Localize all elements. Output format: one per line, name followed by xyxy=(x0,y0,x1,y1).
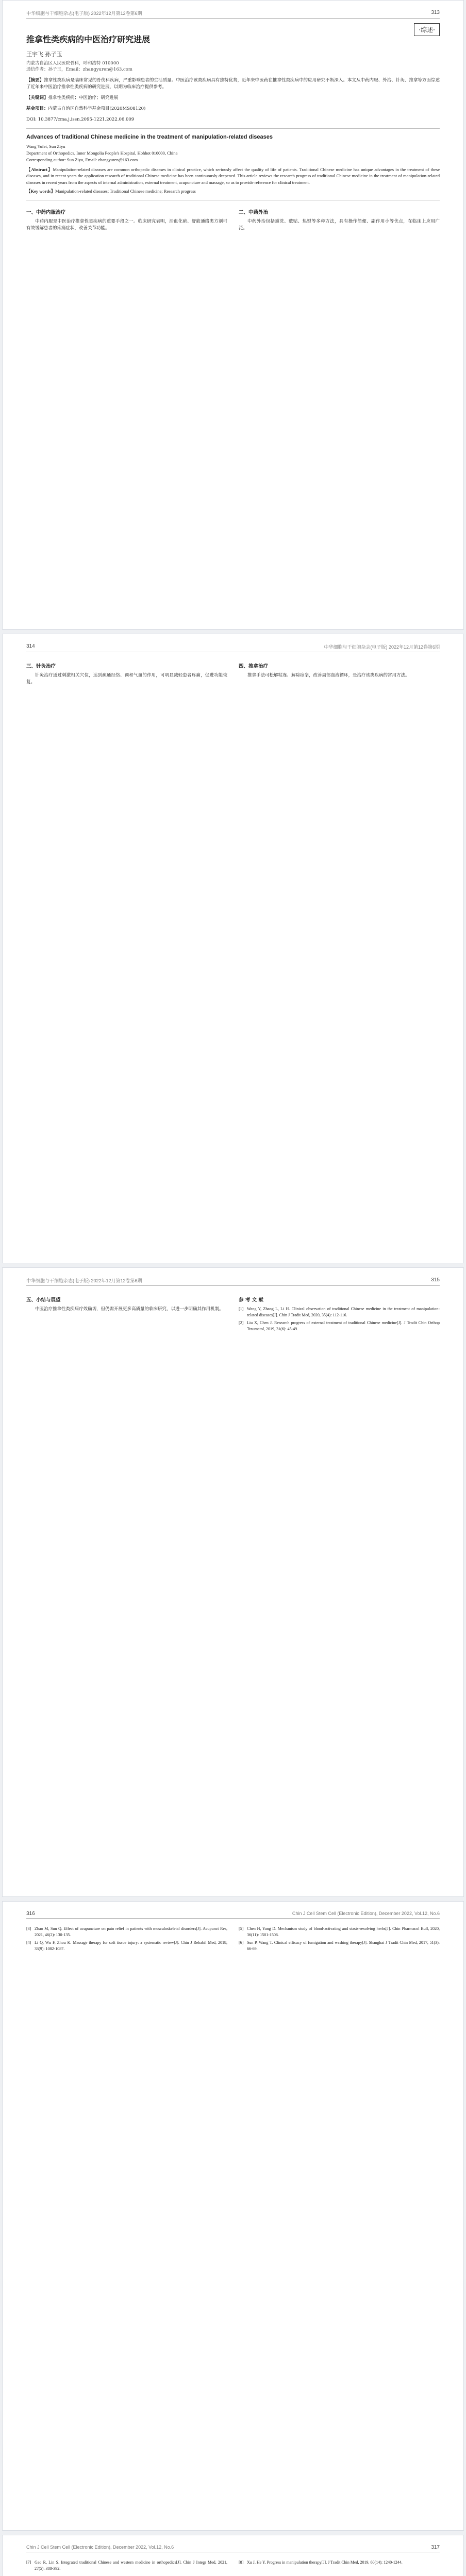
reference-columns xyxy=(26,2560,440,2573)
keywords-en-text: Manipulation-related diseases; Traditional Chinese medicine; Research progress xyxy=(55,188,196,194)
running-header xyxy=(26,1277,440,1286)
references-heading: 参 考 文 献 xyxy=(239,1297,263,1303)
journal-name-en: Chin J Cell Stem Cell (Electronic Edition), December 2022, Vol.12, No.6 xyxy=(26,2545,174,2550)
body-column-right xyxy=(239,1293,440,1334)
body-column-right xyxy=(239,206,440,234)
keywords-cn-label: 【关键词】 xyxy=(26,95,48,100)
reference-item: [1] Wang Y, Zhang L, Li H. Clinical observation of traditional Chinese medicine in the treatment of manipulation-related diseases[J]. Chin J Tradit Med, 2020, 35(4): 112-116. xyxy=(239,1307,440,1317)
abstract-cn-text: 推拿性类疾病是临床常见的骨伤科疾病，严重影响患者的生活质量。中医治疗该类疾病具有独特优势，近年来中医药在推拿性类疾病中的应用研究不断深入。本文从中药内服、外治、针灸、推拿等方面综述了近年来中医治疗推拿性类疾病的研究进展，以期为临床治疗提供参考。 xyxy=(26,77,440,90)
page-number: 314 xyxy=(26,643,35,649)
body-columns xyxy=(26,206,440,234)
running-header xyxy=(26,643,440,652)
section-heading: 一、中药内服治疗 xyxy=(26,209,66,215)
reference-item: [8] Xu J, He Y. Progress in manipulation therapy[J]. J Tradit Chin Med, 2019, 60(14): 1240-1244. xyxy=(239,2560,403,2565)
body-column-left xyxy=(26,1293,227,1334)
article-type-tag: ·综述· xyxy=(414,23,440,36)
abstract-en xyxy=(26,166,440,186)
abstract-cn xyxy=(26,77,440,91)
divider xyxy=(26,128,440,129)
running-header xyxy=(26,10,440,19)
reference-item: [6] Sun P, Wang T. Clinical efficacy of fumigation and washing therapy[J]. Shanghai J Tradit Chin Med, 2017, 51(3): 66-69. xyxy=(239,1940,440,1951)
fund-label: 基金项目： xyxy=(26,106,48,112)
abstract-cn-label: 【摘要】 xyxy=(26,77,44,83)
body-columns xyxy=(26,659,440,688)
paper-page-1 xyxy=(2,0,464,630)
keywords-cn-text: 推拿性类疾病；中医治疗；研究进展 xyxy=(48,95,119,100)
reference-item: [7] Gao R, Lin S. Integrated traditional Chinese and western medicine in orthopedics[J]. Chin J Integr Med, 2021, 27(5): 388-392. xyxy=(26,2560,227,2571)
body-column-left xyxy=(26,206,227,234)
keywords-cn xyxy=(26,95,440,101)
page-number: 315 xyxy=(431,1277,440,1283)
section-heading: 四、推拿治疗 xyxy=(239,664,269,669)
article-title-en: Advances of traditional Chinese medicine in the treatment of manipulation-related diseases xyxy=(26,134,273,141)
reference-item: [3] Zhao M, Sun Q. Effect of acupuncture on pain relief in patients with musculoskeletal disorders[J]. Acupunct Res, 2021, 46(2): 130-135. xyxy=(26,1926,227,1937)
reference-column-left xyxy=(26,2560,227,2573)
doi: DOI: 10.3877/cma.j.issn.2095-1221.2022.06.009 xyxy=(26,117,135,123)
article-title-cn: 推拿性类疾病的中医治疗研究进展 xyxy=(26,35,151,44)
keywords-en xyxy=(26,188,440,195)
paper-page-2 xyxy=(2,634,464,1263)
section-paragraph: 中医治疗推拿性类疾病疗效确切，但仍需开展更多高质量的临床研究，以进一步明确其作用机制。 xyxy=(35,1307,224,1312)
authors-en: Wang Yufei, Sun Ziyu xyxy=(26,144,65,149)
journal-name: 中华细胞与干细胞杂志(电子版) 2022年12月第12卷第6期 xyxy=(324,645,440,650)
affiliation-en: Department of Orthopedics, Inner Mongolia People's Hospital, Hohhot 010000, China Corresponding author: Sun Ziyu, Email: zhangyuren@163.com xyxy=(26,150,178,162)
abstract-en-text: Manipulation-related diseases are common orthopedic diseases in clinical practice, which seriously affect the quality of life of patients. Traditional Chinese medicine has unique advantages in the treatment of these diseases, and in recent years the application research of traditional Chinese medicine has been continuously deepened. This article reviews the research progress of traditional Chinese medicine in the treatment of manipulation-related diseases in recent years from the aspects of internal administration, external treatment, acupuncture and massage, so as to provide reference for clinical treatment. xyxy=(26,166,440,185)
body-column-left xyxy=(26,659,227,688)
running-header xyxy=(26,2545,440,2552)
section-paragraph: 针灸治疗通过刺激相关穴位，达到疏通经络、调和气血的作用，可明显减轻患者疼痛，促进功能恢复。 xyxy=(26,673,227,685)
reference-columns xyxy=(26,1926,440,1954)
reference-column-right xyxy=(239,1926,440,1954)
page-number: 316 xyxy=(26,1911,35,1917)
section-paragraph: 中药内服是中医治疗推拿性类疾病的重要手段之一。临床研究表明，活血化瘀、舒筋通络类方剂可有效缓解患者的疼痛症状，改善关节功能。 xyxy=(26,218,227,231)
reference-item: [2] Liu X, Chen J. Research progress of external treatment of traditional Chinese medicine[J]. J Tradit Chin Orthop Traumatol, 2019, 31(6): 45-49. xyxy=(239,1320,440,1331)
paper-page-4 xyxy=(2,1901,464,2531)
fund-text: 内蒙古自治区自然科学基金项目(2020MS08120) xyxy=(48,106,146,112)
reference-column-right xyxy=(239,2560,440,2573)
section-heading: 二、中药外治 xyxy=(239,209,269,215)
page-number: 313 xyxy=(431,10,440,15)
paper-page-3 xyxy=(2,1267,464,1897)
abstract-en-label: 【Abstract】 xyxy=(26,166,53,172)
journal-name: 中华细胞与干细胞杂志(电子版) 2022年12月第12卷第6期 xyxy=(26,1278,142,1283)
page-number: 317 xyxy=(431,2545,440,2550)
authors-cn: 王宇飞 孙子玉 xyxy=(26,51,62,58)
running-header xyxy=(26,1911,440,1919)
section-paragraph: 推拿手法可松解粘连、解除痉挛，改善局部血液循环，是治疗该类疾病的常用方法。 xyxy=(247,673,410,678)
fund-info xyxy=(26,106,440,112)
section-heading: 三、针灸治疗 xyxy=(26,664,56,669)
reference-column-left xyxy=(26,1926,227,1954)
paper-page-5 xyxy=(2,2535,464,2576)
section-paragraph: 中药外治包括熏洗、敷贴、热熨等多种方法，具有操作简便、副作用小等优点，在临床上应用广泛。 xyxy=(239,218,440,231)
keywords-en-label: 【Key words】 xyxy=(26,188,55,194)
section-heading: 五、小结与展望 xyxy=(26,1297,61,1303)
reference-item: [4] Li Q, Wu F, Zhou K. Massage therapy for soft tissue injury: a systematic review[J]. Chin J Rehabil Med, 2018, 33(9): 1082-1087. xyxy=(26,1940,227,1951)
affiliation-cn: 内蒙古自治区人民医院骨科，呼和浩特 010000 通信作者：孙子玉，Email：zhangyuren@163.com xyxy=(26,61,132,73)
journal-name: 中华细胞与干细胞杂志(电子版) 2022年12月第12卷第6期 xyxy=(26,11,142,16)
reference-item: [5] Chen H, Yang D. Mechanism study of blood-activating and stasis-resolving herbs[J]. Chin Pharmacol Bull, 2020, 36(11): 1501-1506. xyxy=(239,1926,440,1937)
journal-name-en: Chin J Cell Stem Cell (Electronic Edition), December 2022, Vol.12, No.6 xyxy=(292,1911,440,1916)
body-column-right xyxy=(239,659,440,688)
body-columns xyxy=(26,1293,440,1334)
